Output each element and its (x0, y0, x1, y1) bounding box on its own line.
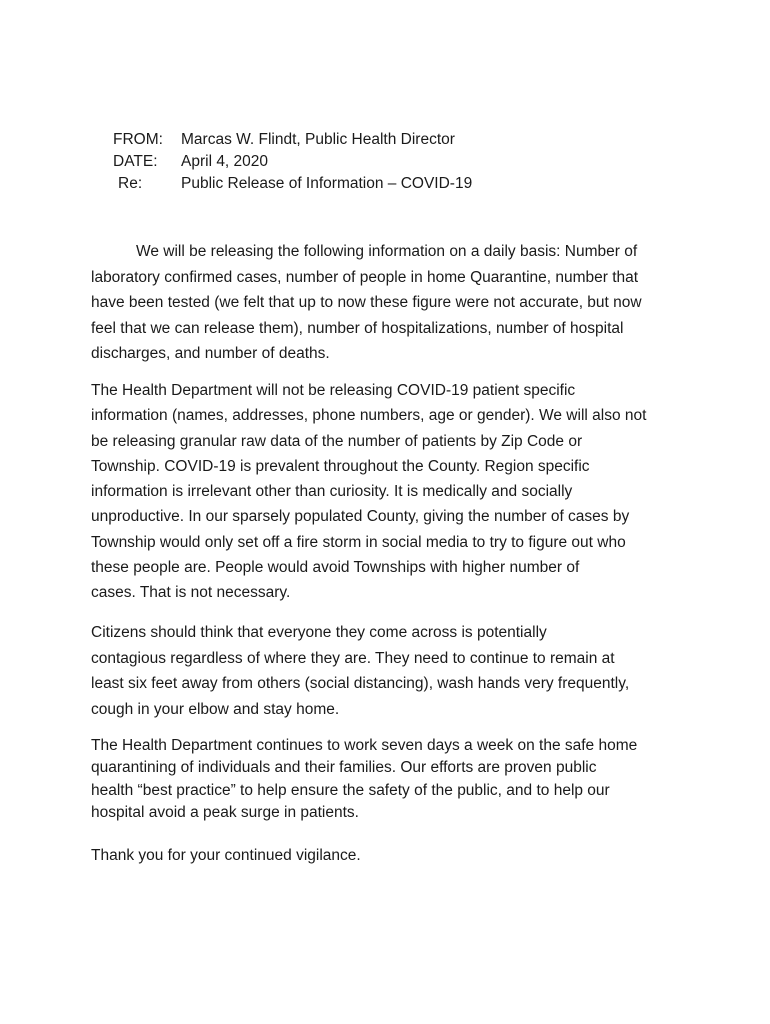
paragraph-line: Township. COVID-19 is prevalent throughout the County. Region specific (91, 457, 590, 475)
paragraph-line: be releasing granular raw data of the number of patients by Zip Code or (91, 432, 583, 450)
paragraph-line: cough in your elbow and stay home. (91, 700, 340, 718)
re-label: Re: (118, 175, 143, 192)
from-value: Marcas W. Flindt, Public Health Director (181, 131, 455, 148)
paragraph-not-releasing (91, 378, 681, 606)
date-value: April 4, 2020 (181, 153, 269, 170)
paragraph-line: have been tested (we felt that up to now these figure were not accurate, but now (91, 294, 642, 311)
re-value: Public Release of Information – COVID-19 (181, 175, 473, 192)
memo-header (113, 129, 472, 195)
from-label: FROM: (113, 131, 163, 148)
paragraph-citizens (91, 620, 681, 722)
paragraph-line: We will be releasing the following information on a daily basis: Number of (136, 243, 638, 260)
paragraph-line: health “best practice” to help ensure the safety of the public, and to help our (91, 781, 610, 799)
paragraph-line: quarantining of individuals and their families. Our efforts are proven public (91, 759, 597, 777)
paragraph-line: feel that we can release them), number of hospitalizations, number of hospital (91, 319, 624, 337)
paragraph-line: laboratory confirmed cases, number of people in home Quarantine, number that (91, 268, 639, 286)
paragraph-line: The Health Department will not be releasing COVID-19 patient specific (91, 382, 576, 399)
paragraph-line: information (names, addresses, phone numbers, age or gender). We will also not (91, 407, 647, 425)
paragraph-line: discharges, and number of deaths. (91, 345, 330, 362)
date-label: DATE: (113, 153, 158, 170)
paragraph-daily-information (91, 239, 681, 367)
paragraph-line: contagious regardless of where they are. They need to continue to remain at (91, 649, 615, 667)
paragraph-line: The Health Department continues to work seven days a week on the safe home (91, 737, 638, 754)
paragraph-line: hospital avoid a peak surge in patients. (91, 803, 359, 821)
paragraph-line: cases. That is not necessary. (91, 584, 291, 602)
paragraph-line: least six feet away from others (social distancing), wash hands very frequently, (91, 675, 630, 692)
re-row (113, 173, 472, 195)
paragraph-line: unproductive. In our sparsely populated County, giving the number of cases by (91, 508, 630, 526)
paragraph-line: Thank you for your continued vigilance. (91, 847, 361, 864)
paragraph-line: information is irrelevant other than curiosity. It is medically and socially (91, 483, 573, 501)
paragraph-line: Citizens should think that everyone they come across is potentially (91, 624, 547, 641)
date-row (113, 151, 472, 173)
paragraph-line: these people are. People would avoid Townships with higher number of (91, 559, 580, 577)
paragraph-health-department (91, 735, 681, 824)
from-row (113, 129, 472, 151)
paragraph-closing (91, 845, 681, 867)
paragraph-line: Township would only set off a fire storm in social media to try to figure out who (91, 533, 626, 551)
